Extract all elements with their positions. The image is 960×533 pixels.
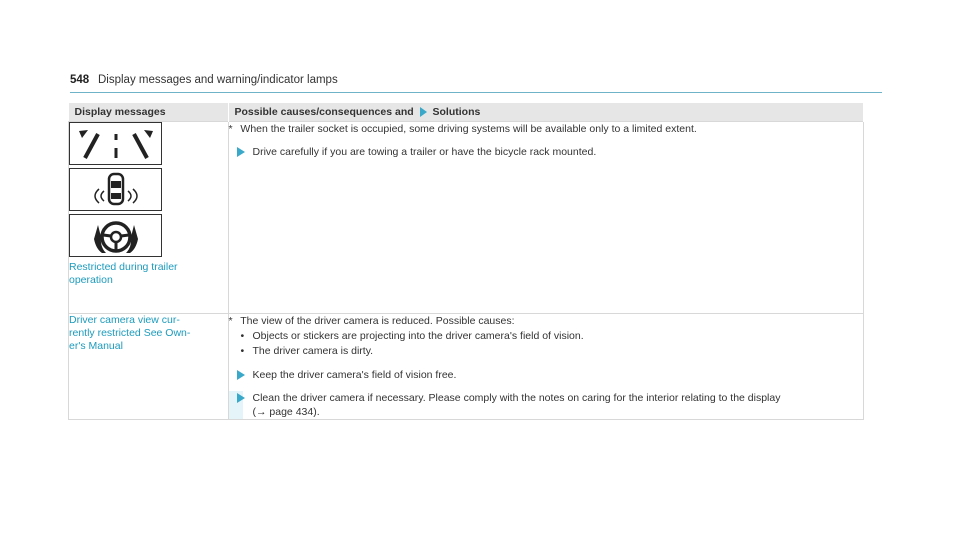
message-line: rently restricted See Own-: [69, 327, 191, 339]
message-line: er's Manual: [69, 340, 123, 352]
message-cell: [69, 122, 229, 314]
bullet-item: • Objects or stickers are projecting into the driver camera's field of vision.: [229, 329, 864, 344]
bullet-item: • The driver camera is dirty.: [229, 344, 864, 359]
cause-cell: [228, 314, 864, 420]
solution-text: Drive carefully if you are towing a trailer or have the bicycle rack mounted.: [252, 146, 597, 158]
page-reference-link[interactable]: (→ page 434).: [252, 406, 320, 418]
solution-item: [229, 391, 864, 419]
page-header: [70, 74, 882, 93]
solution-item: [229, 145, 864, 159]
cause-text-content: The view of the driver camera is reduced. Possible causes:: [240, 315, 515, 327]
cause-text-content: When the trailer socket is occupied, some driving systems will be available only to a limited extent.: [240, 123, 697, 135]
solution-text: Keep the driver camera's field of vision free.: [252, 369, 457, 381]
lane-assist-icon: [69, 122, 162, 165]
col-header-solutions-label: Solutions: [432, 106, 481, 118]
table-row: [69, 122, 864, 314]
col-header-causes-label: Possible causes/consequences and: [234, 106, 414, 118]
solution-arrow-icon: [237, 147, 245, 157]
asterisk: *: [228, 315, 233, 327]
steering-wheel-hands-icon: [69, 214, 162, 257]
table-row: [69, 314, 864, 420]
col-header-display-messages: Display messages: [69, 103, 229, 122]
solution-arrow-icon: [237, 370, 245, 380]
display-messages-table: [68, 103, 864, 420]
table-header-row: [69, 103, 864, 122]
page-number: 548: [70, 74, 90, 86]
message-restricted-trailer: Restricted during trailer operation: [69, 261, 178, 286]
message-cell: [69, 314, 229, 420]
cause-text: [229, 314, 864, 329]
header-title: Display messages and warning/indicator lamps: [98, 74, 338, 86]
solution-item: [229, 368, 864, 382]
asterisk: *: [228, 123, 233, 135]
message-line: Driver camera view cur-: [69, 314, 180, 326]
solution-text: Clean the driver camera if necessary. Please comply with the notes on caring for the interior relating to the display: [252, 392, 781, 404]
cause-cell: [228, 122, 864, 314]
cause-text: [229, 122, 864, 137]
parking-sensor-icon: [69, 168, 162, 211]
solution-arrow-icon: [237, 393, 245, 403]
solutions-arrow-icon: [420, 107, 427, 117]
col-header-causes: [228, 103, 864, 122]
